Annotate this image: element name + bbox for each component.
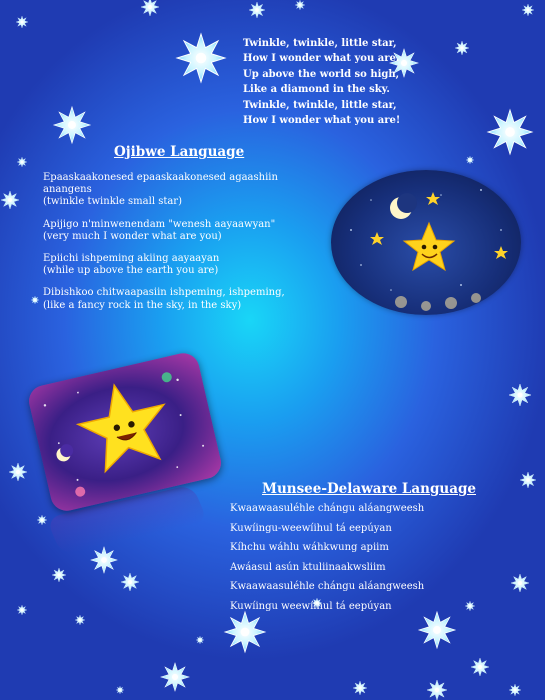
munsee-heading: Munsee-Delaware Language [262, 481, 476, 497]
ojibwe-stanza [43, 172, 313, 209]
star-icon [494, 246, 508, 259]
ojibwe-translation: (twinkle twinkle small star) [43, 196, 182, 208]
ojibwe-line: Epiichi ishpeming akiing aayaayan [43, 253, 220, 265]
verse-line: Twinkle, twinkle, little star, [243, 99, 397, 111]
night-sky-picture [331, 170, 521, 315]
munsee-line: Kwaawaasuléhle chángu aláangweesh [230, 581, 425, 592]
munsee-line: Kuwíingu weewíihul tá eepúyan [230, 600, 392, 612]
ojibwe-stanza [43, 287, 313, 311]
ojibwe-stanza [43, 219, 313, 243]
star-icon [426, 192, 440, 205]
munsee-line: Kíhchu wáhlu wáhkwung apiim [230, 542, 389, 553]
ojibwe-heading: Ojibwe Language [114, 144, 245, 160]
munsee-line: Kuwíingu-weewíihul tá eepúyan [230, 522, 392, 534]
ojibwe-lyrics [43, 172, 313, 322]
verse-line: Up above the world so high, [243, 68, 400, 80]
ojibwe-translation: (like a fancy rock in the sky, in the sky) [43, 299, 242, 311]
ojibwe-stanza [43, 253, 313, 277]
moon-icon [55, 443, 76, 463]
munsee-line: Kwaawaasuléhle chángu aláangweesh [230, 503, 425, 514]
ojibwe-line: Epaaskaakonesed epaaskaakonesed agaashiin anangens [43, 172, 278, 196]
ojibwe-line: Dibishkoo chitwaapasiin ishpeming, ishpeming, [43, 287, 285, 299]
verse-line: Twinkle, twinkle, little star, [243, 38, 397, 49]
verse-line: How I wonder what you are! [243, 115, 401, 127]
ojibwe-translation: (very much I wonder what are you) [43, 230, 222, 242]
munsee-line: Awáasul asún ktuliinaakwsliim [230, 561, 386, 573]
munsee-lyrics [230, 502, 490, 619]
smiling-star-icon [71, 375, 175, 475]
english-verse [243, 36, 400, 128]
star-icon [370, 232, 384, 245]
verse-line: Like a diamond in the sky. [243, 84, 390, 96]
verse-line: How I wonder what you are. [243, 53, 400, 65]
ojibwe-translation: (while up above the earth you are) [43, 265, 219, 277]
moon-icon [390, 193, 417, 219]
ojibwe-line: Apijigo n'minwenendam "wenesh aayaawyan" [43, 218, 276, 230]
smiling-star-icon [404, 223, 454, 270]
